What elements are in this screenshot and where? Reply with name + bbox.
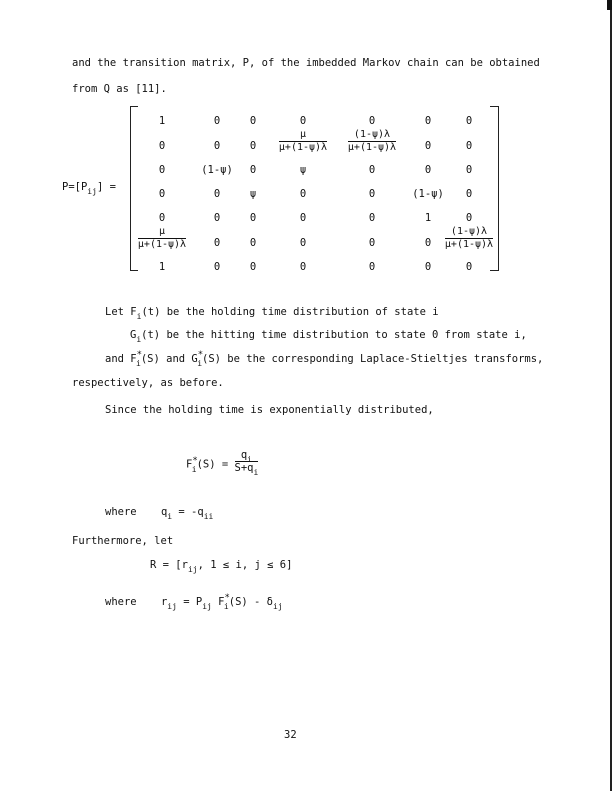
page-corner-mark xyxy=(607,0,612,10)
matrix-cell-4-4: 0 xyxy=(368,212,376,224)
r-matrix-def xyxy=(150,559,293,574)
def-g-pre: G xyxy=(130,329,137,341)
def-and-sup2: * xyxy=(197,350,204,360)
matrix-cell-3-2: ψ xyxy=(249,188,257,200)
where2-post: (S) - δ xyxy=(228,596,274,608)
matrix-cell-2-4: 0 xyxy=(368,164,376,176)
fraction-numerator: (1-ψ)λ xyxy=(445,226,493,239)
matrix-lhs xyxy=(62,181,116,196)
matrix-cell-6-6: 0 xyxy=(465,261,473,273)
matrix-cell-1-1: 0 xyxy=(213,140,221,152)
def-and-sub: i xyxy=(136,359,141,368)
where1-label: where xyxy=(105,506,137,518)
eq1-fraction xyxy=(234,449,259,478)
matrix-cell-5-2: 0 xyxy=(249,237,257,249)
matrix-cell-5-1: 0 xyxy=(213,237,221,249)
eq1-arg: (S) = xyxy=(196,458,229,471)
matrix-cell-4-2: 0 xyxy=(249,212,257,224)
respectively-line: respectively, as before. xyxy=(72,377,224,389)
matrix-cell-0-1: 0 xyxy=(213,115,221,127)
where1-q2-sub: ii xyxy=(203,512,214,521)
eq1-den: S+q xyxy=(234,462,254,475)
where2-f-sub: i xyxy=(223,602,229,611)
eq1-num-sub: i xyxy=(247,455,252,464)
where-r-line xyxy=(105,593,283,611)
eq1-sub: i xyxy=(191,464,197,474)
where1-eq: = -q xyxy=(172,506,204,518)
matrix-cell-2-2: 0 xyxy=(249,164,257,176)
paragraph-line-2: from Q as [11]. xyxy=(72,83,167,95)
where2-eq: = P xyxy=(176,596,203,608)
rdef-pre: R = [r xyxy=(150,559,188,571)
matrix-cell-6-5: 0 xyxy=(424,261,432,273)
def-holding-line xyxy=(105,306,439,321)
def-g-sub: i xyxy=(136,335,142,344)
fraction-denominator: μ+(1-ψ)λ xyxy=(278,141,328,153)
matrix-cell-3-5: (1-ψ) xyxy=(412,188,444,200)
matrix-cell-3-4: 0 xyxy=(368,188,376,200)
where2-r-sub: ij xyxy=(167,602,177,611)
matrix-cell-4-6: 0 xyxy=(465,212,473,224)
def-transform-line xyxy=(105,350,544,368)
since-line: Since the holding time is exponentially distributed, xyxy=(105,404,434,416)
matrix-cell-3-0: 0 xyxy=(158,188,166,200)
matrix-cell-1-6: 0 xyxy=(465,140,473,152)
matrix-cell-0-4: 0 xyxy=(368,115,376,127)
matrix-cell-4-3: 0 xyxy=(299,212,307,224)
where2-p-sub: ij xyxy=(202,602,212,611)
matrix-cell-1-2: 0 xyxy=(249,140,257,152)
where1-q: q xyxy=(160,506,168,518)
rdef-post: , 1 ≤ i, j ≤ 6] xyxy=(197,559,293,571)
matrix-cell-6-3: 0 xyxy=(299,261,307,273)
page-number: 32 xyxy=(284,729,297,741)
eq1-den-sub: i xyxy=(253,468,259,478)
matrix-cell-0-5: 0 xyxy=(424,115,432,127)
matrix-cell-2-0: 0 xyxy=(158,164,166,176)
fraction-numerator: μ xyxy=(138,226,186,239)
eq1-lhs: F xyxy=(186,458,193,471)
def-and-post: (S) be the corresponding Laplace-Stieltjes transforms, xyxy=(202,353,544,365)
matrix-cell-5-5: 0 xyxy=(424,237,432,249)
paragraph-line-1: and the transition matrix, P, of the imbedded Markov chain can be obtained xyxy=(72,57,540,69)
fraction-denominator: μ+(1-ψ)λ xyxy=(347,141,397,153)
matrix-cell-5-3: 0 xyxy=(299,237,307,249)
matrix-cell-1-3 xyxy=(263,131,343,155)
where2-f-sup: * xyxy=(224,593,230,603)
matrix-lhs-main: P=[P xyxy=(62,181,88,193)
matrix-cell-5-6 xyxy=(429,228,509,252)
def-and-sub2: i xyxy=(197,359,203,368)
matrix-cell-6-1: 0 xyxy=(213,261,221,273)
matrix-cell-1-5: 0 xyxy=(424,140,432,152)
rdef-sub: ij xyxy=(187,565,198,574)
fraction-denominator: μ+(1-ψ)λ xyxy=(444,238,494,250)
where-q-line xyxy=(105,506,214,521)
def-and-pre: and F xyxy=(105,353,137,365)
equation-laplace xyxy=(186,449,259,478)
matrix-cell-4-0: 0 xyxy=(158,212,166,224)
def-and-mid: (S) and G xyxy=(140,353,198,365)
matrix-fraction xyxy=(445,226,493,250)
matrix-cell-6-0: 1 xyxy=(158,261,166,273)
matrix-cell-2-5: 0 xyxy=(424,164,432,176)
where2-d-sub: ij xyxy=(273,602,283,611)
matrix-cell-0-6: 0 xyxy=(465,115,473,127)
fraction-numerator: μ xyxy=(279,129,327,142)
def-f-pre: Let F xyxy=(105,306,137,318)
matrix-cell-2-1: (1-ψ) xyxy=(201,164,233,176)
eq1-sup: * xyxy=(192,455,198,466)
matrix-cell-4-5: 1 xyxy=(424,212,432,224)
where2-label: where xyxy=(105,596,137,608)
matrix-cell-5-4: 0 xyxy=(368,237,376,249)
matrix-cell-2-6: 0 xyxy=(465,164,473,176)
def-and-sup: * xyxy=(136,350,143,360)
fraction-numerator: (1-ψ)λ xyxy=(348,129,396,142)
matrix-cell-0-2: 0 xyxy=(249,115,257,127)
def-hitting-line xyxy=(130,329,527,344)
matrix-lhs-sub: ij xyxy=(87,187,97,196)
matrix-cell-3-6: 0 xyxy=(465,188,473,200)
matrix-cell-0-0: 1 xyxy=(158,115,166,127)
def-g-post: (t) be the hitting time distribution to state 0 from state i, xyxy=(141,329,527,341)
def-f-sub: i xyxy=(136,312,142,321)
matrix-cell-3-1: 0 xyxy=(213,188,221,200)
matrix-cell-3-3: 0 xyxy=(299,188,307,200)
where2-r: r xyxy=(160,596,168,608)
eq1-num: q xyxy=(240,449,248,461)
matrix-fraction xyxy=(279,129,327,153)
matrix-cell-4-1: 0 xyxy=(213,212,221,224)
matrix-lhs-end: ] = xyxy=(96,181,116,193)
matrix-cell-6-4: 0 xyxy=(368,261,376,273)
def-f-post: (t) be the holding time distribution of state i xyxy=(141,306,439,318)
fraction-denominator: μ+(1-ψ)λ xyxy=(137,238,187,250)
furthermore-line: Furthermore, let xyxy=(72,535,174,547)
where1-q-sub: i xyxy=(167,512,173,521)
where2-f: F xyxy=(211,596,225,608)
matrix-cell-1-0: 0 xyxy=(158,140,166,152)
matrix-cell-0-3: 0 xyxy=(299,115,307,127)
matrix-cell-6-2: 0 xyxy=(249,261,257,273)
matrix-cell-2-3: ψ xyxy=(299,164,307,176)
